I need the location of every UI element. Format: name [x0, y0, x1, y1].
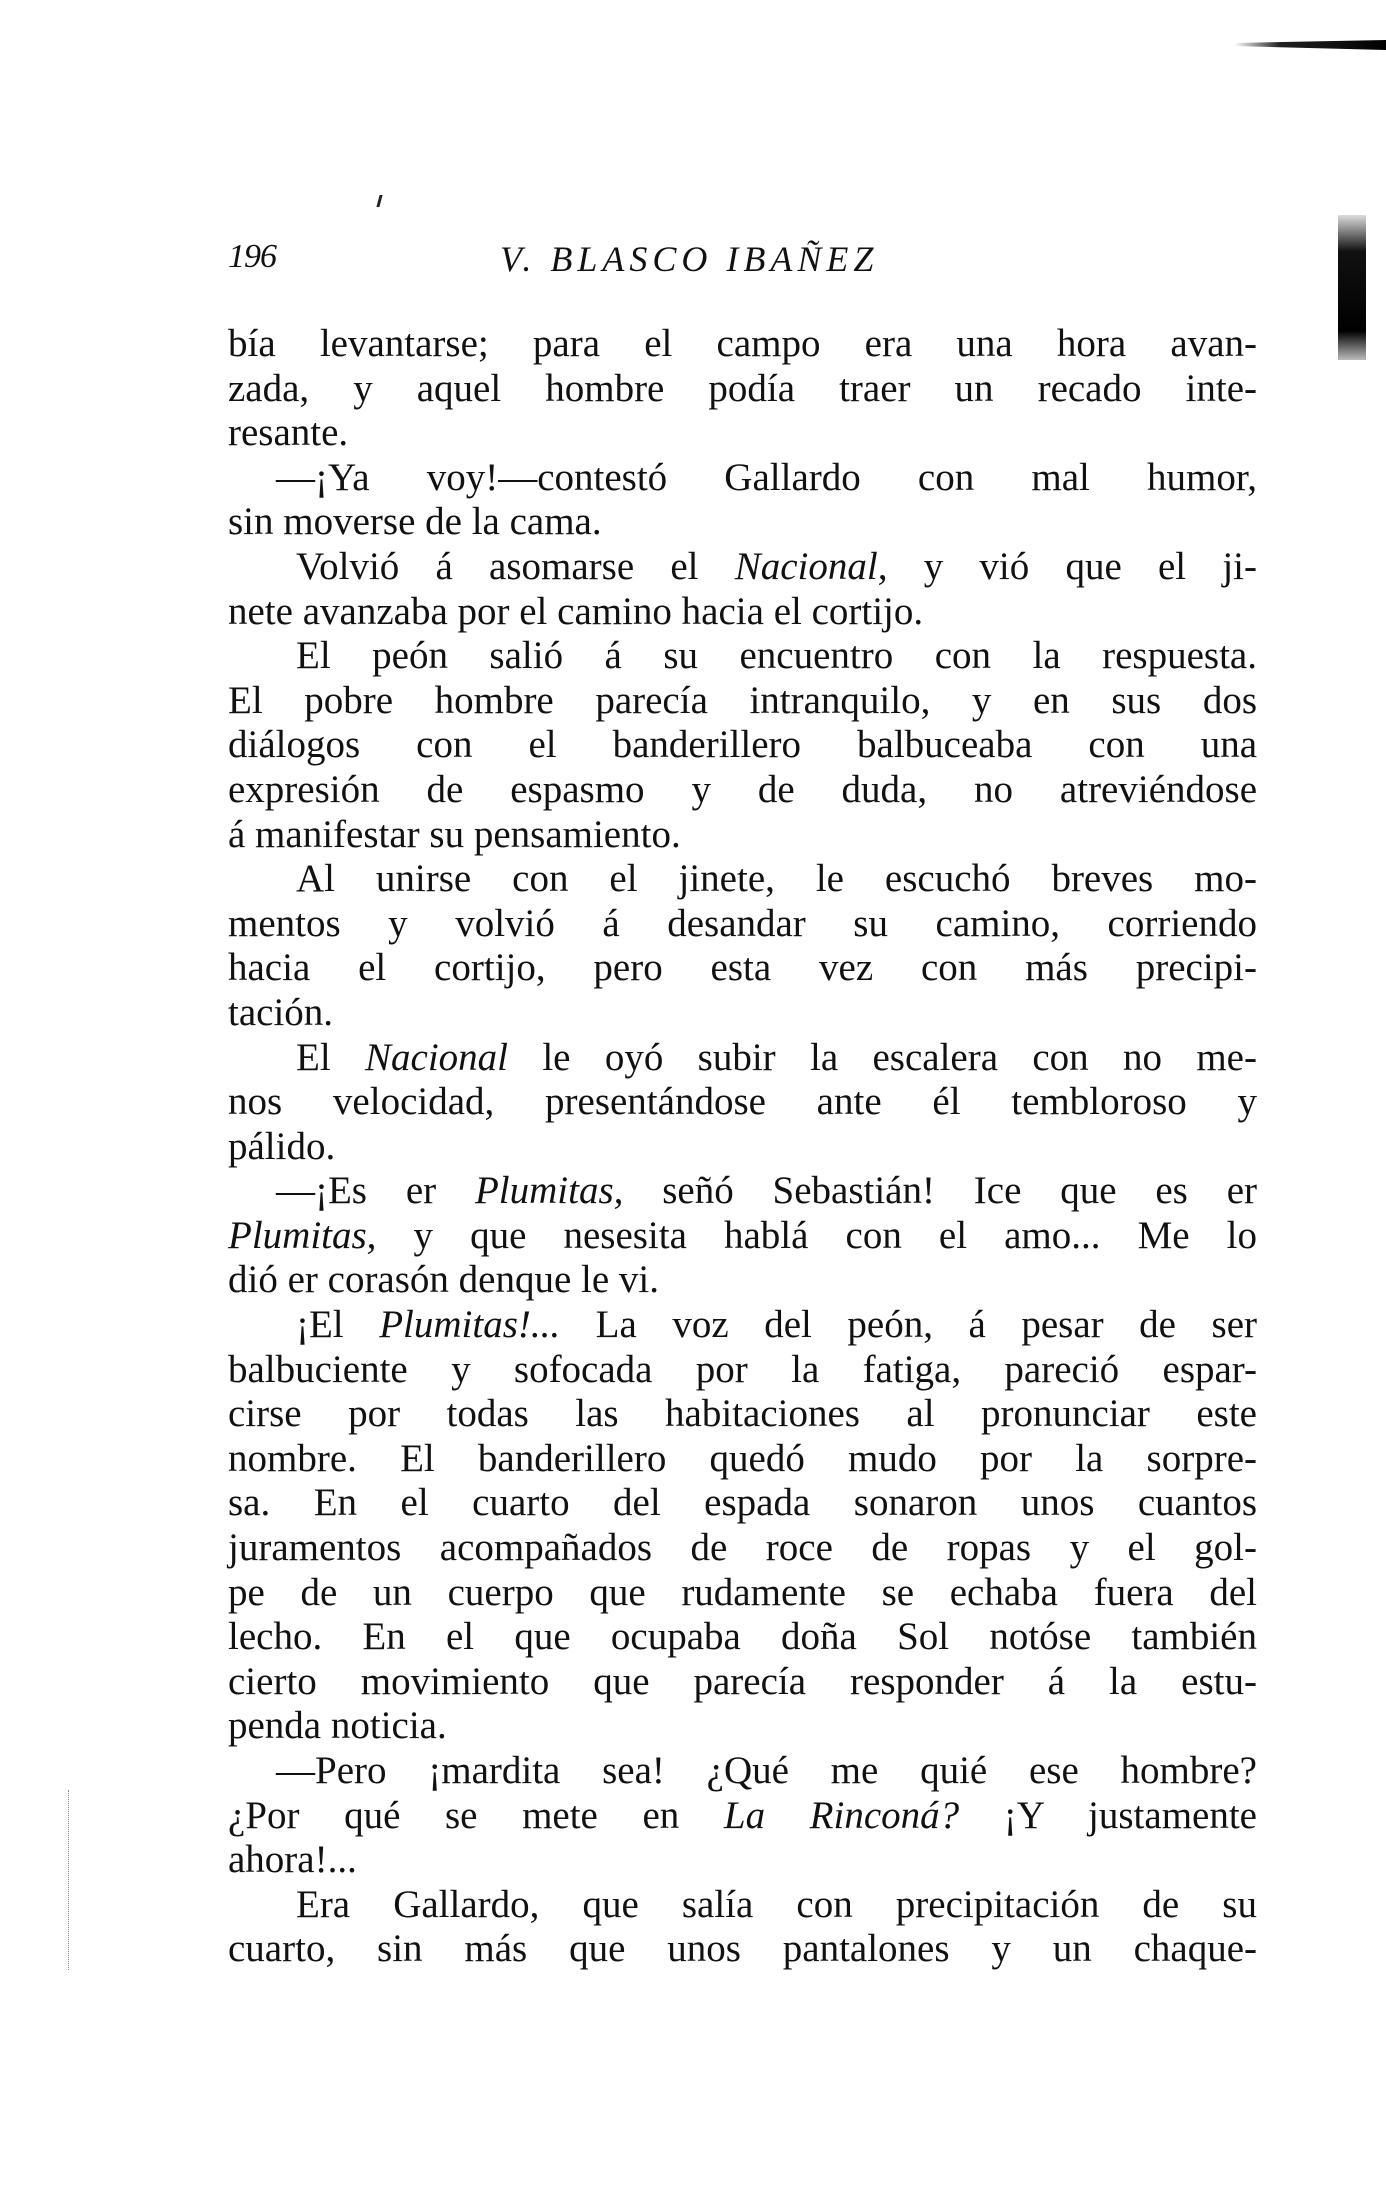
- text-segment: nombre. El banderillero quedó mudo por la sorpre-: [228, 1436, 1257, 1480]
- text-line: [228, 768, 1257, 813]
- scan-edge-mark: [1234, 40, 1386, 50]
- text-line: [228, 634, 1257, 679]
- text-line: [228, 1036, 1257, 1081]
- text-segment: á manifestar su pensamiento.: [228, 812, 681, 856]
- scan-gutter-dots: [68, 1790, 69, 1970]
- scan-edge-smear: [1338, 215, 1366, 360]
- text-line: [228, 1749, 1257, 1794]
- text-segment: El: [296, 1035, 365, 1079]
- text-line: [228, 679, 1257, 724]
- page-header: [228, 238, 1257, 288]
- text-line: [228, 723, 1257, 768]
- italic-text: Plumitas,: [228, 1213, 377, 1257]
- text-segment: Volvió á asomarse el: [296, 544, 735, 588]
- text-line: [228, 590, 1257, 635]
- text-line: [228, 1704, 1257, 1749]
- text-segment: balbuciente y sofocada por la fatiga, pareció espar-: [228, 1347, 1257, 1391]
- page-number: 196: [228, 238, 276, 275]
- text-segment: expresión de espasmo y de duda, no atreviéndose: [228, 767, 1257, 811]
- text-segment: le oyó subir la escalera con no me-: [508, 1035, 1257, 1079]
- text-segment: —Pero ¡mardita sea! ¿Qué me quié ese hombre?: [276, 1749, 1257, 1792]
- text-segment: pálido.: [228, 1124, 336, 1168]
- text-segment: ahora!...: [228, 1838, 357, 1882]
- text-segment: sa. En el cuarto del espada sonaron unos cuantos: [228, 1481, 1257, 1525]
- text-segment: cuarto, sin más que unos pantalones y un chaque-: [228, 1927, 1257, 1971]
- text-segment: juramentos acompañados de roce de ropas y el gol-: [228, 1526, 1257, 1570]
- text-segment: señó Sebastián! Ice que es er: [623, 1169, 1257, 1213]
- text-segment: ¿Por qué se mete en: [228, 1793, 724, 1837]
- italic-text: Plumitas,: [474, 1169, 624, 1213]
- text-line: [228, 1169, 1257, 1214]
- text-line: [228, 991, 1257, 1036]
- text-segment: bía levantarse; para el campo era una hora avan-: [228, 322, 1257, 365]
- text-segment: hacia el cortijo, pero esta vez con más precipi-: [228, 946, 1257, 990]
- text-line: [228, 1883, 1257, 1928]
- text-line: [228, 813, 1257, 858]
- text-line: [228, 367, 1257, 412]
- text-segment: diálogos con el banderillero balbuceaba con una: [228, 723, 1257, 767]
- text-line: [228, 1571, 1257, 1616]
- text-line: [228, 1437, 1257, 1482]
- text-line: [228, 1080, 1257, 1125]
- italic-text: Plumitas!...: [379, 1303, 561, 1347]
- text-segment: —¡Ya voy!—contestó Gallardo con mal humor,: [276, 455, 1257, 499]
- text-segment: lecho. En el que ocupaba doña Sol notóse también: [228, 1615, 1257, 1659]
- text-line: [228, 545, 1257, 590]
- text-line: [228, 1660, 1257, 1705]
- scan-speck: [376, 195, 382, 207]
- page-body-text: [228, 322, 1257, 1972]
- text-segment: y vió que el ji-: [887, 544, 1258, 588]
- text-segment: dió er corasón denque le vi.: [228, 1258, 660, 1302]
- text-line: [228, 1214, 1257, 1259]
- text-line: [228, 1392, 1257, 1437]
- text-line: [228, 1794, 1257, 1839]
- text-segment: Al unirse con el jinete, le escuchó breves mo-: [296, 857, 1257, 901]
- text-line: [228, 946, 1257, 991]
- text-line: [228, 500, 1257, 545]
- text-line: [228, 1526, 1257, 1571]
- text-line: [228, 411, 1257, 456]
- text-line: [228, 1303, 1257, 1348]
- running-title: V. BLASCO IBAÑEZ: [500, 239, 879, 279]
- text-segment: ¡Y justamente: [959, 1793, 1257, 1837]
- text-line: [228, 1125, 1257, 1170]
- text-line: [228, 1258, 1257, 1303]
- text-line: [228, 456, 1257, 501]
- italic-text: Nacional,: [734, 544, 888, 588]
- italic-text: Nacional: [365, 1035, 508, 1079]
- text-segment: cierto movimiento que parecía responder á la estu-: [228, 1659, 1257, 1703]
- text-segment: ¡El: [296, 1303, 380, 1347]
- text-segment: penda noticia.: [228, 1704, 447, 1748]
- text-line: [228, 902, 1257, 947]
- text-segment: Era Gallardo, que salía con precipitación de su: [296, 1882, 1257, 1926]
- text-segment: nete avanzaba por el camino hacia el cortijo.: [228, 589, 924, 633]
- text-segment: El pobre hombre parecía intranquilo, y en sus dos: [228, 678, 1257, 722]
- text-segment: resante.: [228, 411, 349, 455]
- text-segment: El peón salió á su encuentro con la respuesta.: [296, 634, 1257, 678]
- text-segment: zada, y aquel hombre podía traer un recado inte-: [228, 366, 1257, 410]
- text-line: [228, 322, 1257, 367]
- text-segment: cirse por todas las habitaciones al pronunciar este: [228, 1392, 1257, 1436]
- italic-text: La Rinconá?: [723, 1793, 960, 1837]
- text-segment: nos velocidad, presentándose ante él tembloroso y: [228, 1080, 1257, 1124]
- text-line: [228, 1615, 1257, 1660]
- text-segment: pe de un cuerpo que rudamente se echaba fuera del: [228, 1570, 1257, 1614]
- text-segment: mentos y volvió á desandar su camino, corriendo: [228, 901, 1257, 945]
- text-line: [228, 1348, 1257, 1393]
- text-line: [228, 1838, 1257, 1883]
- text-line: [228, 1927, 1257, 1972]
- text-segment: y que nesesita hablá con el amo... Me lo: [376, 1213, 1257, 1257]
- text-segment: La voz del peón, á pesar de ser: [560, 1303, 1258, 1347]
- text-segment: —¡Es er: [276, 1169, 475, 1213]
- text-segment: tación.: [228, 990, 334, 1034]
- text-segment: sin moverse de la cama.: [228, 500, 602, 544]
- text-line: [228, 857, 1257, 902]
- text-line: [228, 1481, 1257, 1526]
